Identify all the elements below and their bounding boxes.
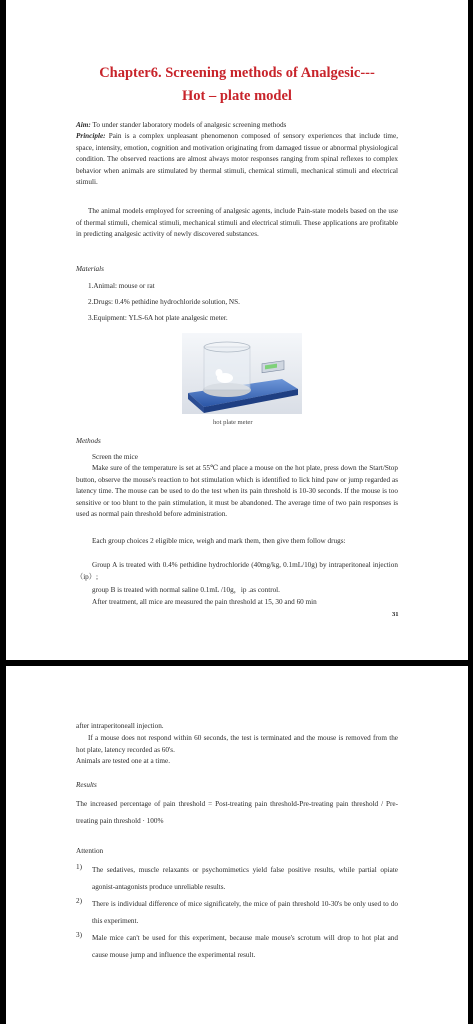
methods-paragraph-1: Make sure of the temperature is set at 55℃ and place a mouse on the hot plate, press down the Start/Stop button, observe the mouse's reaction to hot stimulation which is identified to lick hind paw or jump regarded as latency time. The mouse can be used to do the test when its pain threshold is 10-30 seconds. If the mouse is too sensitive or too blunt to the pain stimulation, it must be abandoned. The average time of two pain responses is used as normal pain threshold before administration. [76, 464, 398, 518]
results-heading: Results [76, 781, 97, 789]
materials-item-2: 2.Drugs: 0.4% pethidine hydrochloride solution, NS. [88, 298, 240, 306]
principle-paragraph [76, 131, 398, 189]
chapter-subtitle: Hot – plate model [182, 88, 292, 104]
group-a-paragraph: Group A is treated with 0.4% pethidine hydrochloride (40mg/kg, 0.1mL/10g) by intraperitoneal injection（ip）; [76, 561, 398, 581]
models-paragraph: The animal models employed for screening of analgesic agents, include Pain-state models based on the use of thermal stimuli, chemical stimuli, mechanical stimuli and electrical stimuli. These applications are profitable in predicting analgesic activity of newly discovered substances. [76, 207, 398, 238]
document-page-2 [6, 666, 468, 1024]
hot-plate-image [182, 333, 302, 414]
principle-label: Principle: [76, 132, 106, 140]
materials-item-3: 3.Equipment: YLS-6A hot plate analgesic meter. [88, 314, 228, 322]
chapter-title: Chapter6. Screening methods of Analgesic--- [99, 65, 375, 81]
screen-mice-line: Screen the mice [92, 453, 138, 461]
methods-heading: Methods [76, 437, 101, 445]
after-treatment-line: After treatment, all mice are measured the pain threshold at 15, 30 and 60 min [92, 598, 317, 606]
materials-heading: Materials [76, 265, 104, 273]
principle-text: Pain is a complex unpleasant phenomenon composed of sensory experiences that include time, space, intensity, emotion, cognition and motivation originating from damaged tissue or abnormal physiological condition. The observed reactions are almost always motor responses ranging from spinal reflexes to complex behavior when animals are stimulated by thermal stimuli, chemical stimuli, mechanical stimuli and electrical stimuli. [76, 132, 398, 186]
no-response-paragraph: If a mouse does not respond within 60 seconds, the test is terminated and the mouse is removed from the hot plate, latency recorded as 60's. [76, 734, 398, 754]
results-formula: The increased percentage of pain threshold = Post-treating pain threshold-Pre-treating pain threshold / Pre-treating pain threshold · 100% [76, 800, 398, 825]
image-caption: hot plate meter [213, 419, 253, 426]
one-at-a-time-line: Animals are tested one at a time. [76, 757, 171, 765]
attention-item-1: The sedatives, muscle relaxants or psychomimetics yield false positive results, while partial opiate agonist-antagonists produce unreliable results. [92, 866, 398, 891]
aim-paragraph [76, 120, 398, 132]
attention-num-2: 2) [76, 897, 82, 905]
hot-plate-illustration [182, 333, 302, 414]
aim-text: To under stander laboratory models of analgesic screening methods [90, 121, 287, 129]
attention-heading: Attention [76, 847, 104, 855]
attention-item-2: There is individual difference of mice significately, the mice of pain threshold 10-30's be only used to do this experiment. [92, 900, 398, 925]
aim-label: Aim: [76, 121, 91, 129]
methods-paragraph-2: Each group choices 2 eligible mice, weigh and mark them, then give them follow drugs: [92, 537, 346, 545]
page-number: 31 [392, 611, 399, 618]
attention-item-3: Male mice can't be used for this experiment, because male mouse's scrotum will drop to hot plat and cause mouse jump and influence the experimental result. [92, 934, 398, 959]
document-page-1 [6, 0, 468, 660]
attention-num-3: 3) [76, 931, 82, 939]
attention-num-1: 1) [76, 863, 82, 871]
continued-line: after intraperitoneall injection. [76, 722, 164, 730]
group-b-line: group B is treated with normal saline 0.1mL /10g，ip .as control. [92, 586, 280, 594]
materials-item-1: 1.Animal: mouse or rat [88, 282, 155, 290]
